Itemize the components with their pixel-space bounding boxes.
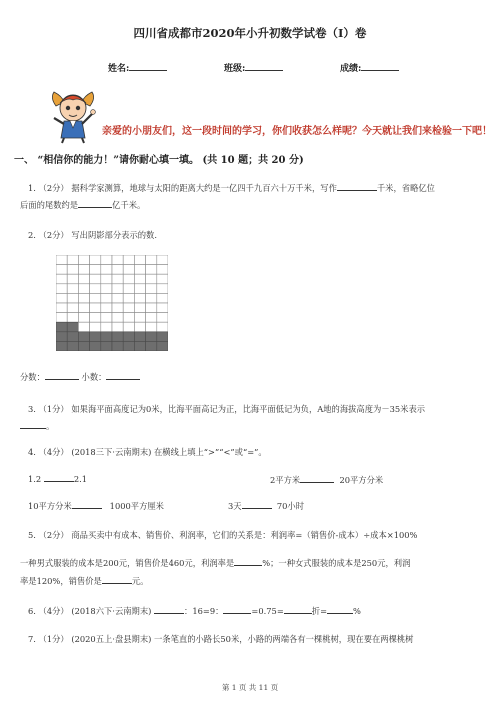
greeting-text: 亲爱的小朋友们，这一段时间的学习，你们收获怎么样呢？今天就让我们来检验一下吧！ (102, 126, 492, 137)
grid-cell (134, 303, 145, 313)
grid-cell (112, 274, 123, 284)
grid-cell-shaded (157, 332, 168, 342)
grid-cell (157, 293, 168, 303)
grid-cell-shaded (123, 341, 134, 351)
grid-cell (112, 303, 123, 313)
grid-cell (123, 284, 134, 294)
grid-cell-shaded (101, 332, 112, 342)
grid-cell (123, 293, 134, 303)
answer-blank[interactable] (284, 613, 312, 614)
grid-cell (67, 284, 78, 294)
question-3-line-1: 3. （1分） 如果海平面高度记为0米，比海平面高记为正，比海平面低记为负，A地的海拔高度为－35米表示 (28, 404, 426, 414)
compare-left-2: 2平方米 (270, 475, 301, 485)
grid-cell (146, 322, 157, 332)
question-1-line-2 (20, 199, 145, 211)
grid-cell (78, 322, 89, 332)
grid-cell (56, 303, 67, 313)
grid-cell-shaded (134, 332, 145, 342)
grid-cell (101, 274, 112, 284)
grid-cell (123, 322, 134, 332)
class-label: 班级: (224, 64, 246, 74)
grid-cell (112, 313, 123, 323)
question-4: 4. （4分） (2018三下·云南期末) 在横线上填上“>”“<”或“=”。 (28, 447, 267, 457)
grid-cell (146, 274, 157, 284)
grid-cell (67, 303, 78, 313)
grid-cell (90, 313, 101, 323)
question-6-text-b: ：16=9： (184, 606, 224, 616)
grid-cell (78, 265, 89, 275)
grid-cell (146, 313, 157, 323)
grid-cell-shaded (56, 332, 67, 342)
grid-cell (101, 255, 112, 265)
grid-cell (90, 265, 101, 275)
grid-cell (67, 265, 78, 275)
score-label: 成绩: (340, 64, 362, 74)
grid-cell (78, 313, 89, 323)
page-title: 四川省成都市2020年小升初数学试卷（I）卷 (133, 26, 367, 40)
grid-cell-shaded (78, 332, 89, 342)
question-6-text-d: 折= (311, 606, 328, 616)
compare-item-4 (228, 500, 304, 512)
grid-cell (146, 265, 157, 275)
grid-cell (157, 303, 168, 313)
grid-cell (146, 255, 157, 265)
compare-blank-2[interactable] (300, 482, 334, 483)
compare-right-1: 2.1 (73, 474, 88, 484)
decimal-blank[interactable] (106, 379, 140, 380)
grid-cell-shaded (157, 341, 168, 351)
fraction-blank[interactable] (45, 379, 79, 380)
grid-cell (134, 255, 145, 265)
grid-cell (90, 255, 101, 265)
question-5-text-a: 一种男式服装的成本是200元，销售价是460元，利润率是 (20, 558, 235, 568)
grid-cell (123, 265, 134, 275)
compare-blank-3[interactable] (72, 508, 102, 509)
question-1-text-c: 后面的尾数约是 (20, 200, 79, 210)
grid-cell (90, 322, 101, 332)
grid-svg (56, 255, 168, 351)
grid-cell (90, 303, 101, 313)
question-5-line-2 (20, 557, 410, 569)
answer-blank[interactable] (234, 565, 262, 566)
grid-cell (146, 303, 157, 313)
question-5-line-3 (20, 575, 148, 587)
grid-cell-shaded (123, 332, 134, 342)
answer-blank[interactable] (327, 613, 353, 614)
question-1-text-d: 亿千米。 (112, 200, 146, 210)
grid-cell (56, 313, 67, 323)
question-5-text-c: 率是120%，销售价是 (20, 576, 102, 586)
grid-cell (90, 274, 101, 284)
decimal-label: 小数： (81, 372, 107, 382)
compare-blank-4[interactable] (242, 508, 272, 509)
grid-cell (123, 303, 134, 313)
grid-cell (134, 322, 145, 332)
compare-right-3: 1000平方厘米 (109, 501, 164, 511)
page-footer: 第 1 页 共 11 页 (221, 683, 279, 692)
question-5-text-b: %；一种女式服装的成本是250元，利润 (262, 558, 411, 568)
answer-blank[interactable] (20, 428, 46, 429)
grid-cell-shaded (90, 332, 101, 342)
answer-blank[interactable] (154, 613, 184, 614)
grid-cell-shaded (56, 341, 67, 351)
grid-cell-shaded (67, 322, 78, 332)
grid-cell-shaded (146, 332, 157, 342)
grid-cell (67, 293, 78, 303)
grid-cell (146, 284, 157, 294)
answer-blank[interactable] (223, 613, 251, 614)
question-6-text-a: 6. （4分） (2018六下·云南期末) (28, 606, 152, 616)
grid-cell (134, 265, 145, 275)
grid-cell (101, 293, 112, 303)
hundred-grid-figure (56, 255, 168, 351)
grid-cell-shaded (67, 332, 78, 342)
question-1-text-a: 1. （2分） 据科学家测算，地球与太阳的距离大约是一亿四千九百六十万千米，写作 (28, 183, 337, 193)
grid-cell (56, 274, 67, 284)
grid-cell (101, 284, 112, 294)
compare-left-4: 3天 (228, 501, 242, 511)
compare-right-4: 70小时 (276, 501, 305, 511)
grid-cell (134, 284, 145, 294)
class-field (224, 61, 283, 74)
question-2: 2. （2分） 写出阴影部分表示的数. (28, 230, 157, 240)
grid-cell (112, 255, 123, 265)
question-1-text-b: 千米，省略亿位 (376, 183, 435, 193)
grid-cell (101, 322, 112, 332)
question-5-line-1: 5. （2分） 商品买卖中有成本、销售价、利润率，它们的关系是：利润率=（销售价-成本）÷成本×100% (28, 530, 418, 540)
grid-cell-shaded (101, 341, 112, 351)
question-5-text-d: 元。 (131, 576, 149, 586)
class-blank[interactable] (245, 70, 283, 71)
compare-left-1: 1.2 (28, 474, 42, 484)
compare-blank-1[interactable] (44, 481, 74, 482)
score-field (340, 61, 399, 74)
mascot-illustration (48, 88, 98, 144)
name-blank[interactable] (129, 70, 167, 71)
grid-cell-shaded (56, 322, 67, 332)
compare-item-2 (270, 474, 383, 486)
grid-cell-shaded (134, 341, 145, 351)
answer-blank[interactable] (102, 583, 132, 584)
grid-cell (78, 284, 89, 294)
fraction-label: 分数： (20, 372, 45, 382)
grid-cell (157, 255, 168, 265)
grid-cell-shaded (67, 341, 78, 351)
compare-item-3 (28, 500, 164, 512)
grid-cell (112, 265, 123, 275)
grid-cell (146, 293, 157, 303)
name-field (108, 61, 167, 74)
grid-cell (78, 293, 89, 303)
question-3-end: 。 (46, 421, 55, 431)
grid-cell (101, 313, 112, 323)
grid-cell (157, 265, 168, 275)
compare-left-3: 10平方分米 (28, 501, 72, 511)
grid-cell (67, 313, 78, 323)
grid-cell-shaded (78, 341, 89, 351)
grid-cell (56, 265, 67, 275)
grid-cell (123, 255, 134, 265)
grid-cell (78, 255, 89, 265)
grid-cell (112, 284, 123, 294)
grid-cell (157, 284, 168, 294)
grid-cell-shaded (112, 332, 123, 342)
compare-item-1 (28, 474, 87, 484)
name-label: 姓名: (108, 64, 130, 74)
grid-cell (134, 293, 145, 303)
grid-cell (56, 293, 67, 303)
question-2-answers (20, 371, 140, 383)
grid-cell (123, 274, 134, 284)
question-1-line-1 (28, 182, 435, 194)
grid-cell-shaded (90, 341, 101, 351)
grid-cell (134, 274, 145, 284)
grid-cell (78, 274, 89, 284)
grid-cell-shaded (146, 341, 157, 351)
grid-cell (90, 284, 101, 294)
grid-cell (112, 322, 123, 332)
score-blank[interactable] (361, 70, 399, 71)
grid-cell (67, 255, 78, 265)
grid-cell (56, 255, 67, 265)
grid-cell (101, 265, 112, 275)
grid-cell-shaded (112, 341, 123, 351)
grid-cell (101, 303, 112, 313)
grid-cell (157, 274, 168, 284)
answer-blank[interactable] (337, 190, 377, 191)
answer-blank[interactable] (78, 207, 112, 208)
grid-cell (112, 293, 123, 303)
compare-right-2: 20平方分米 (339, 475, 384, 485)
grid-cell (56, 284, 67, 294)
grid-cell (157, 313, 168, 323)
question-6-text-c: =0.75= (251, 606, 284, 616)
grid-cell (78, 303, 89, 313)
grid-cell (90, 293, 101, 303)
question-7: 7. （1分） (2020五上·盘县期末) 一条笔直的小路长50米，小路的两端各有一棵桃树，现在要在两棵桃树 (28, 634, 414, 644)
question-6 (28, 605, 361, 617)
grid-cell (67, 274, 78, 284)
section-heading: 一、 “相信你的能力！”请你耐心填一填。 (共 10 题；共 20 分) (14, 155, 304, 166)
grid-cell (134, 313, 145, 323)
grid-cell (157, 322, 168, 332)
question-6-text-e: % (353, 606, 361, 616)
question-3-line-2 (20, 420, 54, 432)
grid-cell (123, 313, 134, 323)
